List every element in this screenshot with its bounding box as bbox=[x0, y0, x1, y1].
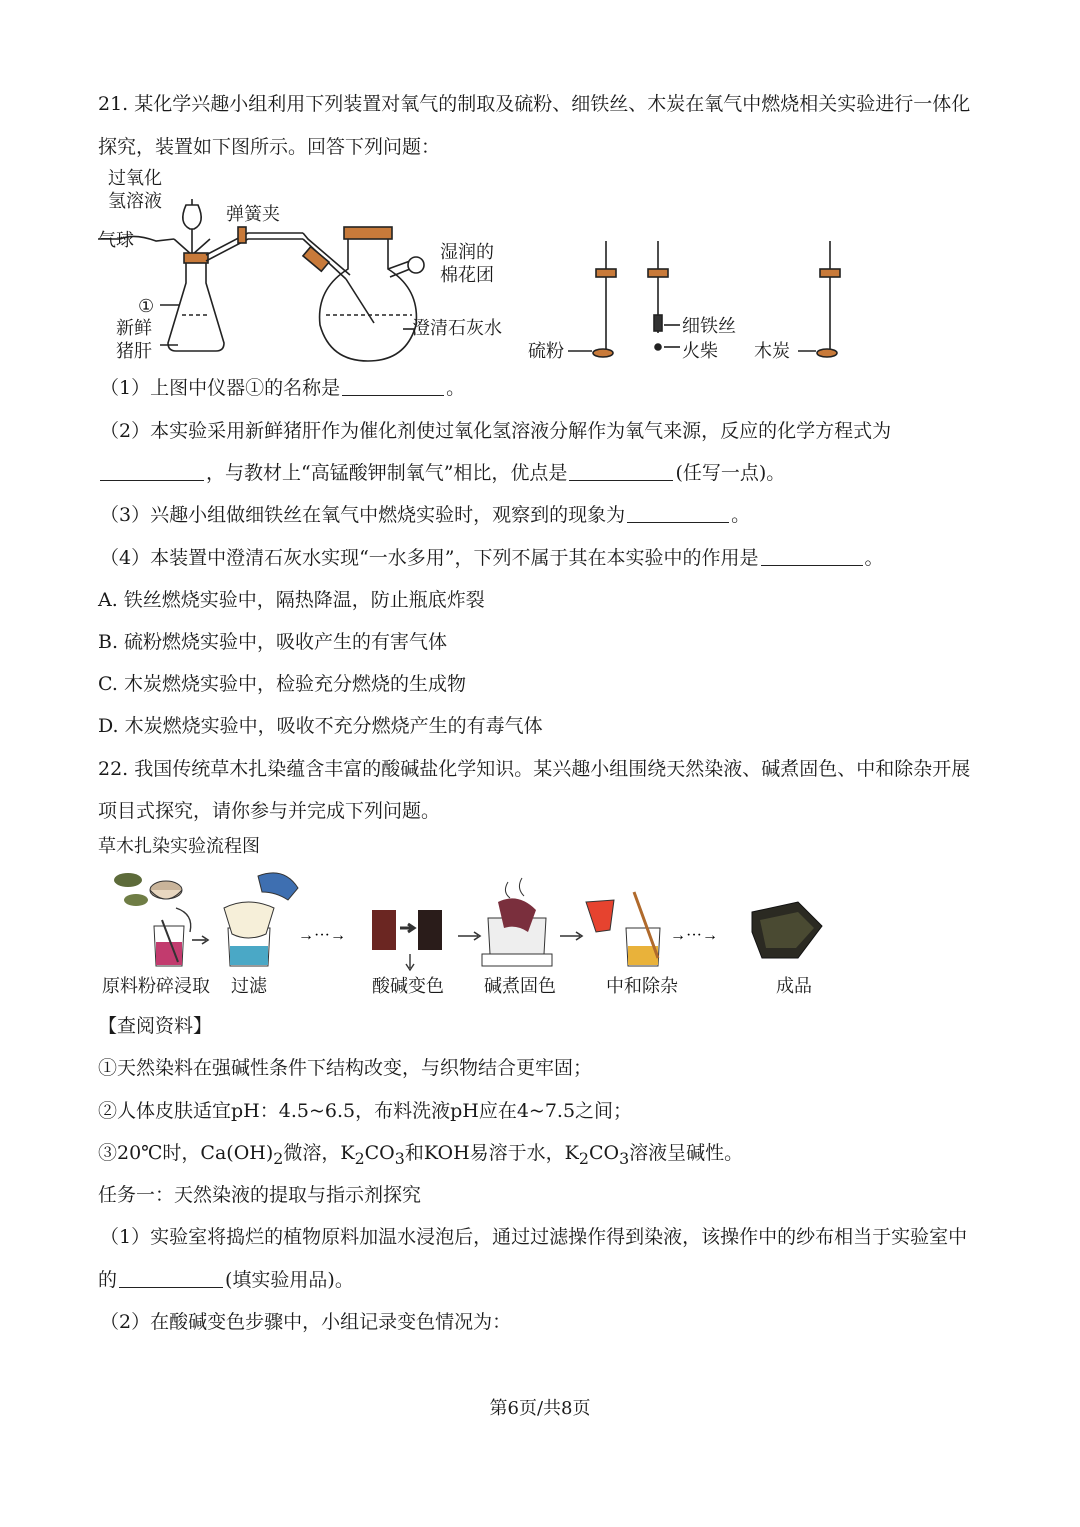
flow-step-product: 成品 bbox=[776, 976, 812, 997]
reference-item-2: ②人体皮肤适宜pH：4.5~6.5，布料洗液pH应在4~7.5之间； bbox=[98, 1100, 633, 1122]
label-limewater: 澄清石灰水 bbox=[412, 318, 502, 339]
answer-blank[interactable] bbox=[569, 462, 673, 481]
flow-step-alkali-boil: 碱煮固色 bbox=[484, 976, 556, 997]
q21-part2-line2 bbox=[98, 460, 785, 486]
label-instrument-marker: ① bbox=[138, 296, 155, 317]
label-liver-line1: 新鲜 bbox=[116, 318, 152, 339]
q21-stem-line1: 21. 某化学兴趣小组利用下列装置对氧气的制取及硫粉、细铁丝、木炭在氧气中燃烧相关实验进行一体化 bbox=[98, 93, 971, 115]
ref3-text-c: CO bbox=[364, 1142, 395, 1164]
answer-blank[interactable] bbox=[342, 377, 444, 396]
q21-option-b[interactable]: B. 硫粉燃烧实验中，吸收产生的有害气体 bbox=[98, 631, 448, 653]
q21-part4 bbox=[100, 545, 884, 571]
label-iron-wire: 细铁丝 bbox=[682, 316, 736, 337]
q22-part1-text: 的 bbox=[98, 1269, 118, 1291]
ref3-text-f: 溶液呈碱性。 bbox=[629, 1142, 744, 1164]
fabric-after-icon bbox=[418, 910, 442, 950]
finished-product-illustration bbox=[752, 902, 822, 958]
label-match: 火柴 bbox=[682, 341, 718, 362]
ref3-sub: 2 bbox=[354, 1148, 365, 1168]
reference-title: 【查阅资料】 bbox=[98, 1015, 213, 1037]
answer-blank[interactable] bbox=[627, 504, 729, 523]
q21-part4-end: 。 bbox=[864, 547, 884, 569]
answer-blank[interactable] bbox=[100, 462, 204, 481]
q21-part3-text: （3）兴趣小组做细铁丝在氧气中燃烧实验时，观察到的现象为 bbox=[100, 504, 626, 526]
q22-stem-line2: 项目式探究，请你参与并完成下列问题。 bbox=[98, 800, 441, 822]
q21-part1 bbox=[100, 375, 465, 401]
flow-step-neutralize: 中和除杂 bbox=[606, 976, 678, 997]
q21-part2-end: (任写一点)。 bbox=[675, 462, 786, 484]
label-balloon: 气球 bbox=[98, 230, 134, 251]
label-wet-cotton-line2: 棉花团 bbox=[440, 265, 494, 286]
q21-part2-text: ，与教材上“高锰酸钾制氧气”相比，优点是 bbox=[206, 462, 568, 484]
q21-part3-end: 。 bbox=[731, 504, 751, 526]
neutralization-beaker-illustration bbox=[586, 892, 660, 966]
answer-blank[interactable] bbox=[119, 1269, 223, 1288]
q21-part2-line1: （2）本实验采用新鲜猪肝作为催化剂使过氧化氢溶液分解作为氧气来源，反应的化学方程式为 bbox=[100, 420, 892, 442]
q22-part1-end: (填实验用品)。 bbox=[225, 1269, 354, 1291]
q21-part4-text: （4）本装置中澄清石灰水实现“一水多用”，下列不属于其在本实验中的作用是 bbox=[100, 547, 759, 569]
q21-part1-text: （1）上图中仪器①的名称是 bbox=[100, 377, 341, 399]
beaker-extract-illustration bbox=[154, 920, 184, 966]
svg-text:→···→: →···→ bbox=[670, 927, 718, 944]
task1-heading: 任务一：天然染液的提取与指示剂探究 bbox=[98, 1184, 422, 1206]
q21-option-a[interactable]: A. 铁丝燃烧实验中，隔热降温，防止瓶底炸裂 bbox=[98, 589, 485, 611]
flow-step-filter: 过滤 bbox=[231, 976, 267, 997]
q22-part1-line1: （1）实验室将捣烂的植物原料加温水浸泡后，通过过滤操作得到染液，该操作中的纱布相当于实验室中 bbox=[100, 1226, 968, 1248]
herbs-mortar-illustration bbox=[114, 873, 182, 906]
q21-stem-line2: 探究，装置如下图所示。回答下列问题： bbox=[98, 136, 441, 158]
label-spring-clip: 弹簧夹 bbox=[226, 204, 280, 225]
q22-part2: （2）在酸碱变色步骤中，小组记录变色情况为： bbox=[100, 1311, 512, 1333]
label-wet-cotton-line1: 湿润的 bbox=[440, 242, 494, 263]
q21-part3 bbox=[100, 502, 750, 528]
flow-chart-title: 草木扎染实验流程图 bbox=[98, 836, 260, 857]
label-liver-line2: 猪肝 bbox=[116, 341, 152, 362]
ref3-text-b: 微溶，K bbox=[283, 1142, 355, 1164]
label-charcoal: 木炭 bbox=[754, 341, 790, 362]
ref3-sub: 2 bbox=[578, 1148, 589, 1168]
page-footer: 第6页/共8页 bbox=[489, 1398, 591, 1419]
label-h2o2-line1: 过氧化 bbox=[108, 168, 162, 189]
label-h2o2-line2: 氢溶液 bbox=[108, 191, 162, 212]
ref3-sub: 2 bbox=[273, 1148, 284, 1168]
q21-option-d[interactable]: D. 木炭燃烧实验中，吸收不充分燃烧产生的有毒气体 bbox=[98, 715, 543, 737]
boiling-pot-illustration bbox=[482, 878, 552, 966]
label-sulfur: 硫粉 bbox=[528, 341, 564, 362]
q21-part1-end: 。 bbox=[446, 377, 466, 399]
ref3-sub: 3 bbox=[619, 1148, 630, 1168]
answer-blank[interactable] bbox=[761, 547, 863, 566]
flow-step-acid-base: 酸碱变色 bbox=[372, 976, 444, 997]
tie-dye-flowchart bbox=[98, 862, 838, 974]
ref3-text-d: 和KOH易溶于水，K bbox=[404, 1142, 579, 1164]
flow-step-extract: 原料粉碎浸取 bbox=[102, 976, 210, 997]
reference-item-1: ①天然染料在强碱性条件下结构改变，与织物结合更牢固； bbox=[98, 1057, 593, 1079]
ref3-sub: 3 bbox=[394, 1148, 405, 1168]
q22-stem-line1: 22. 我国传统草木扎染蕴含丰富的酸碱盐化学知识。某兴趣小组围绕天然染液、碱煮固色、中和除杂开展 bbox=[98, 758, 971, 780]
svg-text:→···→: →···→ bbox=[298, 927, 346, 944]
ref3-text-e: CO bbox=[588, 1142, 620, 1164]
ref3-text-a: ③20℃时，Ca(OH) bbox=[98, 1142, 274, 1164]
filter-beaker-illustration bbox=[224, 873, 298, 966]
q21-option-c[interactable]: C. 木炭燃烧实验中，检验充分燃烧的生成物 bbox=[98, 673, 466, 695]
q22-part1-line2 bbox=[98, 1267, 354, 1293]
fabric-before-icon bbox=[372, 910, 396, 950]
reference-item-3 bbox=[98, 1140, 743, 1172]
